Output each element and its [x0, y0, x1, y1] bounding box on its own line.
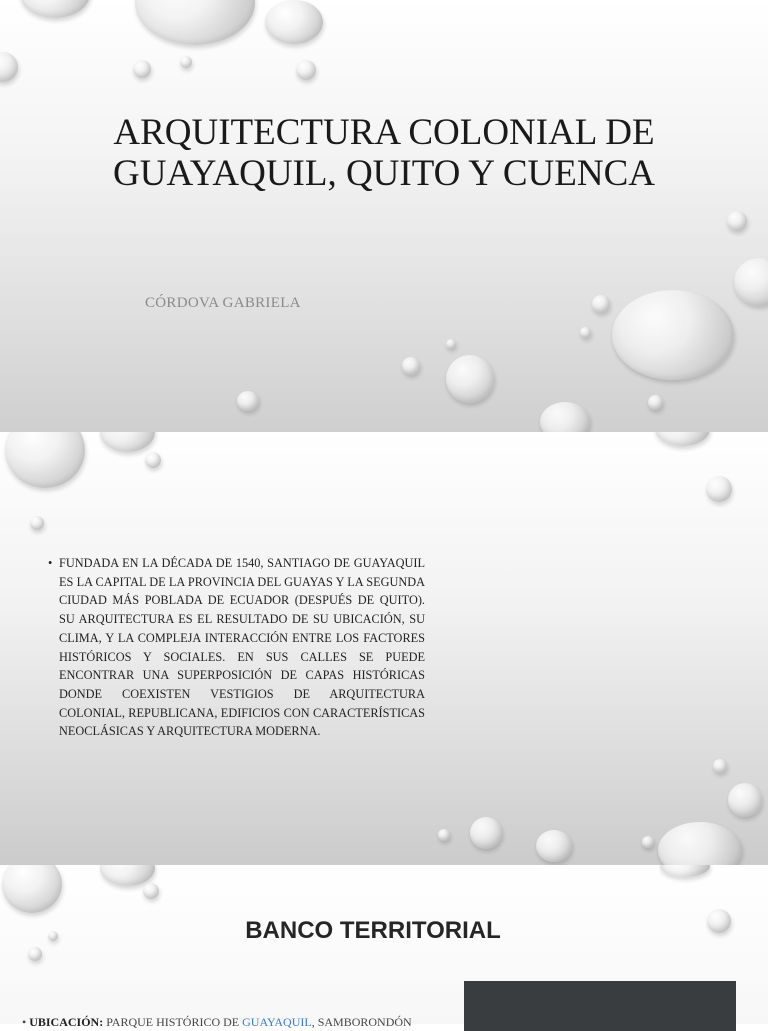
water-drop-decoration [265, 0, 323, 44]
water-drop-decoration [734, 258, 768, 306]
water-drop-decoration [540, 402, 590, 432]
water-drop-decoration [2, 865, 62, 913]
bullet-marker: • [48, 556, 53, 570]
water-drop-decoration [0, 52, 18, 82]
slide-title: BANCO TERRITORIAL [245, 917, 501, 944]
presentation-title: ARQUITECTURA COLONIAL DE GUAYAQUIL, QUITO Y CUENCA [113, 112, 655, 194]
location-bullet [22, 1015, 422, 1030]
water-drop-decoration [580, 327, 591, 338]
water-drop-decoration [658, 822, 742, 865]
water-drop-decoration [30, 516, 44, 530]
water-drop-decoration [642, 836, 654, 848]
location-text: PARQUE HISTÓRICO DE [103, 1015, 243, 1029]
water-drop-decoration [728, 783, 762, 817]
water-drop-decoration [20, 0, 90, 18]
water-drop-decoration [446, 339, 456, 349]
bullet-paragraph [48, 554, 425, 741]
location-label: UBICACIÓN: [29, 1015, 104, 1029]
water-drop-decoration [592, 295, 610, 313]
water-drop-decoration [727, 211, 747, 231]
water-drop-decoration [655, 432, 710, 446]
title-slide [0, 0, 768, 432]
water-drop-decoration [713, 759, 727, 773]
author-name: CÓRDOVA GABRIELA [145, 295, 301, 311]
water-drop-decoration [5, 432, 85, 488]
water-drop-decoration [612, 290, 734, 380]
bullet-marker: • [22, 1015, 27, 1029]
water-drop-decoration [402, 357, 420, 375]
water-drop-decoration [296, 60, 316, 80]
water-drop-decoration [135, 0, 255, 45]
water-drop-decoration [180, 56, 192, 68]
water-drop-decoration [100, 432, 155, 452]
guayaquil-link[interactable]: GUAYAQUIL [242, 1015, 312, 1029]
water-drop-decoration [237, 391, 259, 411]
water-drop-decoration [438, 829, 450, 841]
bullet-text: FUNDADA EN LA DÉCADA DE 1540, SANTIAGO DE GUAYAQUIL ES LA CAPITAL DE LA PROVINCIA DEL GUAYAS Y LA SEGUNDA CIUDAD MÁS POBLADA DE ECUADOR (DESPUÉS DE QUITO). SU ARQUITECTURA ES EL RESULTADO DE SU UBICACIÓN, SU CLIMA, Y LA COMPLEJA INTERACCIÓN ENTRE LOS FACTORES HISTÓRICOS Y SOCIALES. EN SUS CALLES SE PUEDE ENCONTRAR UNA SUPERPOSICIÓN DE CAPAS HISTÓRICAS DONDE COEXISTEN VESTIGIOS DE ARQUITECTURA COLONIAL, REPUBLICANA, EDIFICIOS CON CARACTERÍSTICAS NEOCLÁSICAS Y ARQUITECTURA MODERNA. [59, 556, 425, 739]
location-rest: , SAMBORONDÓN [311, 1015, 412, 1029]
water-drop-decoration [28, 947, 42, 961]
water-drop-decoration [470, 817, 502, 849]
water-drop-decoration [446, 355, 494, 403]
water-drop-decoration [536, 830, 572, 862]
water-drop-decoration [706, 476, 732, 502]
water-drop-decoration [133, 60, 151, 78]
water-drop-decoration [660, 865, 710, 877]
water-drop-decoration [648, 395, 663, 410]
water-drop-decoration [145, 452, 161, 468]
water-drop-decoration [143, 883, 159, 899]
